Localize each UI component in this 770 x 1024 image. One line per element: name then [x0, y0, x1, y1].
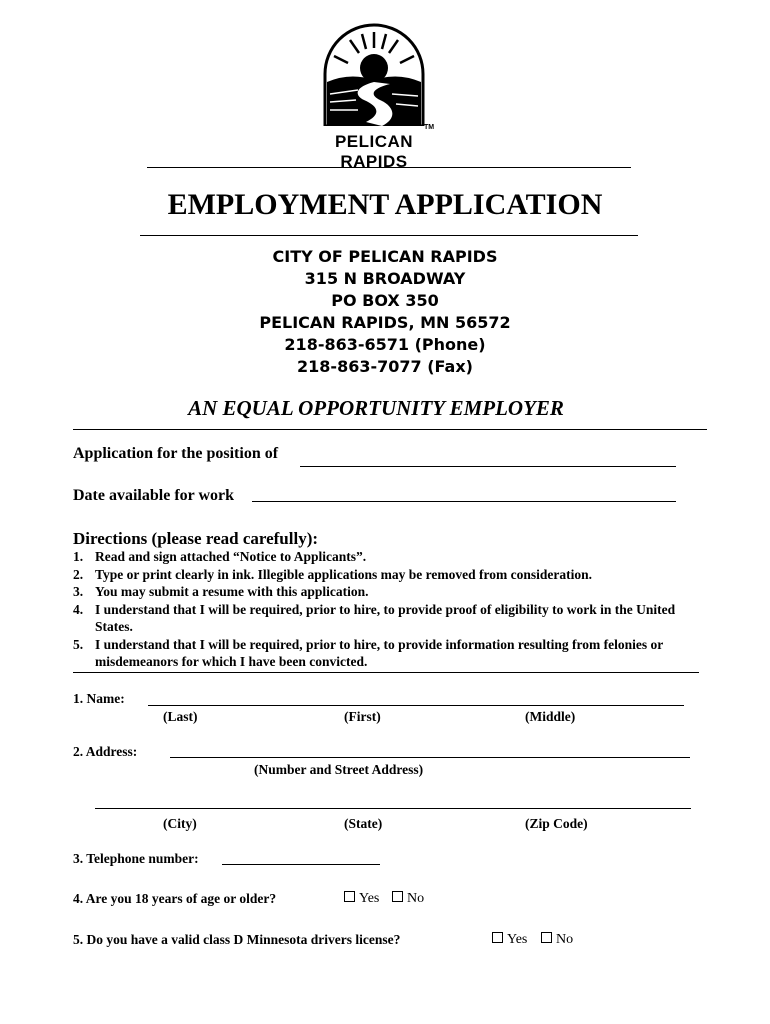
name-label: 1. Name:	[73, 691, 125, 706]
direction-item: 3. You may submit a resume with this application.	[73, 584, 369, 599]
state-caption: (State)	[344, 816, 383, 831]
address-label: 2. Address:	[73, 744, 138, 759]
checkbox-icon[interactable]	[344, 891, 355, 902]
position-field[interactable]	[300, 466, 676, 467]
logo-wordmark: PELICAN RAPIDS	[334, 132, 414, 171]
address-line: PELICAN RAPIDS, MN 56572	[259, 313, 511, 332]
date-available-label: Date available for work	[73, 487, 235, 504]
license-question: 5. Do you have a valid class D Minnesota drivers license?	[73, 932, 401, 947]
city-state-zip-field[interactable]	[95, 808, 691, 809]
telephone-label: 3. Telephone number:	[73, 851, 199, 866]
direction-item: 4. I understand that I will be required, prior to hire, to provide proof of eligibility to work in the United States.	[73, 601, 676, 634]
last-name-caption: (Last)	[163, 709, 198, 724]
checkbox-icon[interactable]	[492, 932, 503, 943]
direction-item: 5. I understand that I will be required, prior to hire, to provide information resulting from felonies or misdemeanors for which I have been convicted.	[73, 636, 664, 669]
name-field[interactable]	[148, 705, 684, 706]
directions-list	[73, 548, 693, 671]
telephone-field[interactable]	[222, 864, 380, 865]
age-no-option[interactable]: No	[392, 891, 424, 907]
page-title: EMPLOYMENT APPLICATION	[167, 188, 603, 221]
direction-item: 1. Read and sign attached “Notice to Applicants”.	[73, 549, 367, 564]
fax-line: 218-863-7077 (Fax)	[297, 357, 473, 376]
city-caption: (City)	[163, 816, 197, 831]
checkbox-icon[interactable]	[392, 891, 403, 902]
street-address-caption: (Number and Street Address)	[254, 762, 424, 777]
equal-opportunity-tagline: AN EQUAL OPPORTUNITY EMPLOYER	[188, 396, 564, 420]
age-question: 4. Are you 18 years of age or older?	[73, 891, 277, 906]
directions-heading: Directions (please read carefully):	[73, 529, 319, 548]
address-line: 315 N BROADWAY	[304, 269, 466, 288]
checkbox-icon[interactable]	[541, 932, 552, 943]
middle-name-caption: (Middle)	[525, 709, 576, 724]
directions-divider	[73, 672, 699, 673]
age-yes-option[interactable]: Yes	[344, 891, 379, 907]
city-address-block	[0, 246, 770, 378]
logo-divider	[147, 167, 631, 168]
direction-item: 2. Type or print clearly in ink. Illegible applications may be removed from consideration.	[73, 566, 592, 582]
address-line: CITY OF PELICAN RAPIDS	[272, 247, 498, 266]
street-address-field[interactable]	[170, 757, 690, 758]
position-label: Application for the position of	[73, 445, 279, 462]
title-divider	[140, 235, 638, 236]
tagline-divider	[73, 429, 707, 430]
license-no-option[interactable]: No	[541, 932, 573, 948]
date-available-field[interactable]	[252, 501, 676, 502]
address-line: PO BOX 350	[331, 291, 439, 310]
first-name-caption: (First)	[344, 709, 381, 724]
pelican-rapids-emblem-icon	[300, 22, 448, 126]
zip-code-caption: (Zip Code)	[525, 816, 588, 831]
trademark-symbol: TM	[424, 124, 435, 131]
license-yes-option[interactable]: Yes	[492, 932, 527, 948]
pelican-rapids-logo	[300, 22, 448, 171]
phone-line: 218-863-6571 (Phone)	[284, 335, 486, 354]
